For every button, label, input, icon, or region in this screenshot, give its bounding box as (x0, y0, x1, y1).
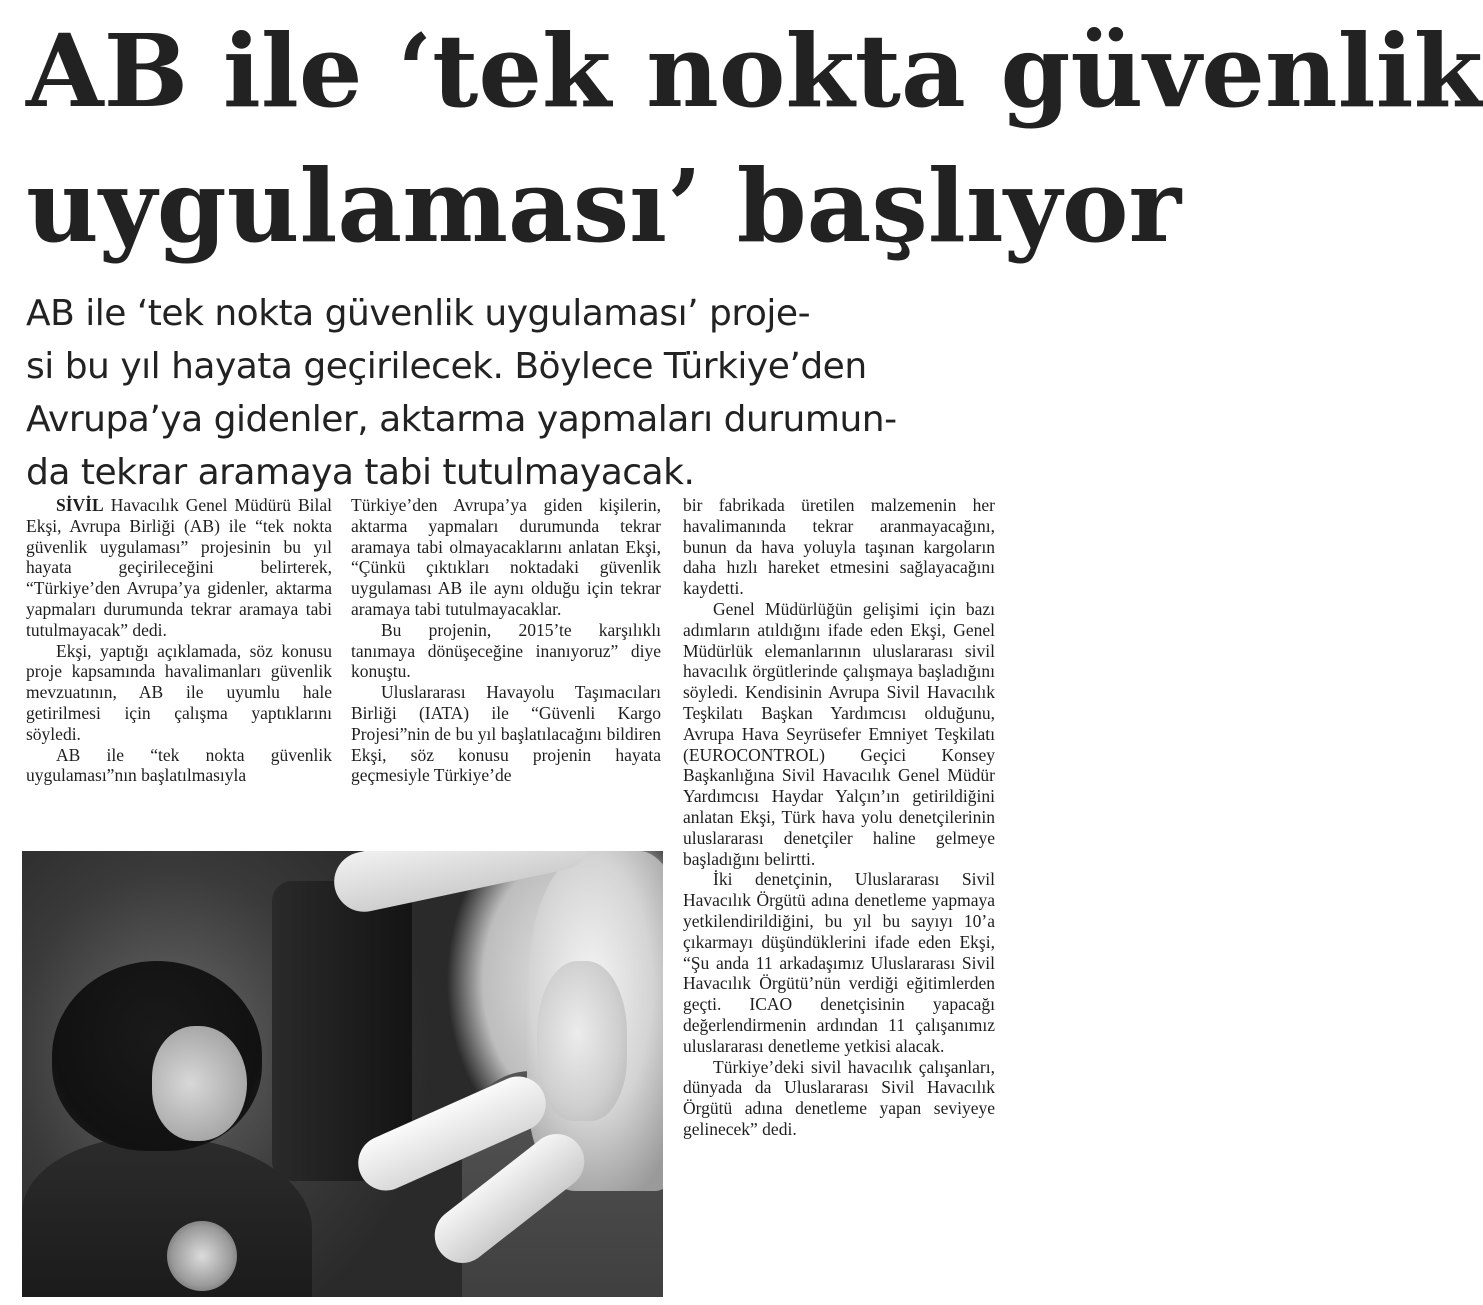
headline-line-1: AB ile ‘tek nokta güvenlik (26, 12, 1483, 130)
deck-line-1: AB ile ‘tek nokta güvenlik uygulaması’ proje- (26, 293, 811, 334)
photo-officer-uniform (22, 1136, 312, 1297)
headline-line-2: uygulaması’ başlıyor (26, 147, 1182, 265)
deck-line-4: da tekrar aramaya tabi tutulmayacak. (26, 452, 695, 493)
article-column-3 (683, 495, 995, 1140)
photo-officer-face (152, 1026, 247, 1141)
photo-passenger-face (537, 961, 627, 1121)
deck-line-3: Avrupa’ya gidenler, aktarma yapmaları durumun- (26, 399, 897, 440)
paragraph: Ekşi, yaptığı açıklamada, söz konusu proje kapsamında havalimanları güvenlik mevzuatının, AB ile uyumlu hale getirilmesi için çalışma yaptıklarını söyledi. (26, 640, 332, 744)
paragraph: Uluslararası Havayolu Taşımacıları Birliği (IATA) ile “Güvenli Kargo Projesi”nin de bu yıl başlatılacağını bildiren Ekşi, söz konusu projenin hayata geçmesiyle Türkiye’de (351, 682, 661, 786)
headline (26, 4, 1483, 274)
paragraph: İki denetçinin, Uluslararası Sivil Havacılık Örgütü adına denetleme yapmaya yetkilendirildiğini, bu yıl bu sayıyı 10’a çıkarmayı düşündüklerini ifade eden Ekşi, “Şu anda 11 arkadaşımız Uluslararası Sivil Havacılık Örgütü’nün verdiği eğitimlerden geçti. ICAO denetçisinin yapacağı değerlendirmenin ardından 11 çalışanımız uluslararası denetleme yetkisi alacak. (683, 869, 995, 1056)
security-check-photo (22, 851, 663, 1297)
article-column-1 (26, 495, 332, 786)
paragraph (26, 495, 332, 641)
photo-uniform-patch (167, 1221, 237, 1291)
paragraph: Genel Müdürlüğün gelişimi için bazı adımların atıldığını ifade eden Ekşi, Genel Müdürlük elemanlarının uluslararası sivil havacılık örgütlerinde çalışmaya başladığını söyledi. Kendisinin Avrupa Sivil Havacılık Teşkilatı Başkan Yardımcısı olduğunu, Avrupa Hava Seyrüsefer Emniyet Teşkilatı (EUROCONTROL) Geçici Konsey Başkanlığına Sivil Havacılık Genel Müdür Yardımcısı Haydar Yalçın’ın getirildiğini anlatan Ekşi, Türk hava yolu denetçilerinin uluslararası denetçiler haline gelmeye başladığını belirtti. (683, 598, 995, 869)
paragraph: Türkiye’den Avrupa’ya giden kişilerin, aktarma yapmaları durumunda tekrar aramaya tabi olmayacaklarını anlatan Ekşi, “Çünkü çıktıkları noktadaki güvenlik uygulaması AB ile aynı olduğu için tekrar aramaya tabi tutulmayacaklar. (351, 495, 661, 619)
article-column-2 (351, 495, 661, 786)
lead-word: SİVİL (56, 495, 104, 515)
paragraph: Türkiye’deki sivil havacılık çalışanları, dünyada da Uluslararası Sivil Havacılık Örgütü adına denetleme yapan seviyeye gelinecek” dedi. (683, 1056, 995, 1139)
deck-line-2: si bu yıl hayata geçirilecek. Böylece Türkiye’den (26, 346, 867, 387)
paragraph: bir fabrikada üretilen malzemenin her havalimanında tekrar aranmayacağını, bunun da hava yoluyla taşınan kargoların daha hızlı hareket etmesini sağlayacağını kaydetti. (683, 495, 995, 599)
paragraph: Bu projenin, 2015’te karşılıklı tanımaya dönüşeceğine inanıyoruz” diye konuştu. (351, 619, 661, 682)
paragraph-text: Havacılık Genel Müdürü Bilal Ekşi, Avrupa Birliği (AB) ile “tek nokta güvenlik uygulaması” projesinin bu yıl hayata geçirileceğini belirterek, “Türkiye’den Avrupa’ya gidenler, aktarma yapmaları durumunda tekrar aramaya tabi tutulmayacak” dedi. (26, 495, 332, 640)
paragraph: AB ile “tek nokta güvenlik uygulaması”nın başlatılmasıyla (26, 744, 332, 786)
deck-summary (26, 287, 996, 499)
